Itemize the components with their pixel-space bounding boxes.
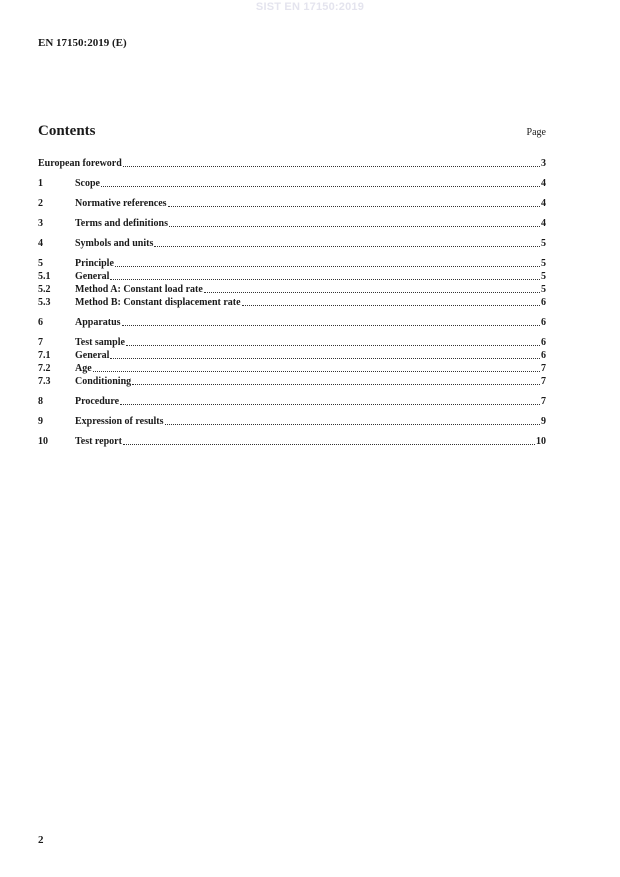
toc-entry-number: 4 — [38, 238, 43, 249]
toc-leader-dots — [165, 424, 540, 425]
toc-entry-page: 6 — [541, 337, 546, 348]
toc-entry[interactable] — [38, 395, 546, 408]
toc-leader-dots — [110, 279, 540, 280]
toc-entry[interactable] — [38, 157, 546, 170]
toc-entry-title: Method A: Constant load rate — [75, 284, 203, 295]
toc-entry-page: 4 — [541, 198, 546, 209]
toc-entry-title: Principle — [75, 258, 114, 269]
toc-entry-title: Scope — [75, 178, 100, 189]
toc-leader-dots — [132, 384, 540, 385]
toc-entry-page: 5 — [541, 271, 546, 282]
watermark-text: SIST EN 17150:2019 — [255, 1, 365, 13]
toc-entry[interactable] — [38, 296, 546, 309]
toc-entry[interactable] — [38, 375, 546, 388]
toc-entry-page: 9 — [541, 416, 546, 427]
toc-leader-dots — [204, 292, 540, 293]
toc-entry-title: Procedure — [75, 396, 120, 407]
toc-entry-page: 6 — [541, 297, 546, 308]
toc-leader-dots — [101, 186, 540, 187]
toc-entry-title: Test report — [75, 436, 122, 447]
toc-entry-number: 9 — [38, 416, 43, 427]
toc-entry-page: 5 — [541, 238, 546, 249]
toc-entry-page: 6 — [541, 350, 546, 361]
toc-entry-title: Expression of results — [75, 416, 164, 427]
toc-leader-dots — [126, 345, 540, 346]
toc-leader-dots — [110, 358, 540, 359]
toc-entry[interactable] — [38, 362, 546, 375]
table-of-contents — [38, 157, 546, 448]
toc-entry[interactable] — [38, 336, 546, 349]
page-number: 2 — [38, 834, 44, 846]
toc-entry-page: 7 — [541, 363, 546, 374]
toc-entry-title: General — [75, 271, 110, 282]
toc-entry-title: Method B: Constant displacement rate — [75, 297, 241, 308]
toc-leader-dots — [93, 371, 540, 372]
toc-leader-dots — [123, 166, 540, 167]
toc-entry-number: 7.3 — [38, 376, 51, 387]
toc-entry[interactable] — [38, 177, 546, 190]
toc-entry-number: 5.1 — [38, 271, 51, 282]
contents-heading: Contents — [38, 123, 96, 139]
toc-entry-page: 6 — [541, 317, 546, 328]
toc-entry-number: 5.3 — [38, 297, 51, 308]
toc-entry[interactable] — [38, 237, 546, 250]
toc-entry-page: 10 — [536, 436, 546, 447]
toc-entry-page: 3 — [541, 158, 546, 169]
toc-leader-dots — [242, 305, 540, 306]
toc-entry[interactable] — [38, 270, 546, 283]
toc-entry-number: 7 — [38, 337, 43, 348]
document-header: EN 17150:2019 (E) — [38, 37, 127, 49]
toc-entry-number: 2 — [38, 198, 43, 209]
page-column-label: Page — [526, 127, 546, 138]
toc-entry-number: 8 — [38, 396, 43, 407]
toc-entry-page: 4 — [541, 178, 546, 189]
toc-entry-title: Age — [75, 363, 92, 374]
toc-leader-dots — [120, 404, 540, 405]
toc-entry[interactable] — [38, 257, 546, 270]
toc-entry[interactable] — [38, 316, 546, 329]
toc-entry-title: Test sample — [75, 337, 125, 348]
toc-entry[interactable] — [38, 197, 546, 210]
toc-entry-title: Conditioning — [75, 376, 132, 387]
toc-entry-number: 7.2 — [38, 363, 51, 374]
toc-entry-number: 6 — [38, 317, 43, 328]
toc-leader-dots — [123, 444, 535, 445]
toc-entry-title: Apparatus — [75, 317, 121, 328]
toc-entry-number: 3 — [38, 218, 43, 229]
toc-entry-number: 5 — [38, 258, 43, 269]
toc-entry-title: Normative references — [75, 198, 167, 209]
toc-entry-page: 7 — [541, 396, 546, 407]
toc-leader-dots — [122, 325, 540, 326]
toc-leader-dots — [168, 206, 540, 207]
toc-entry-title: General — [75, 350, 110, 361]
toc-entry-title: Symbols and units — [75, 238, 154, 249]
toc-entry-number: 5.2 — [38, 284, 51, 295]
toc-entry-number: 10 — [38, 436, 48, 447]
toc-entry-page: 4 — [541, 218, 546, 229]
toc-leader-dots — [115, 266, 540, 267]
toc-entry-title: Terms and definitions — [75, 218, 168, 229]
toc-leader-dots — [169, 226, 540, 227]
toc-entry[interactable] — [38, 283, 546, 296]
toc-entry[interactable] — [38, 349, 546, 362]
toc-entry-page: 7 — [541, 376, 546, 387]
toc-leader-dots — [154, 246, 540, 247]
toc-entry-number: 7.1 — [38, 350, 51, 361]
toc-entry[interactable] — [38, 415, 546, 428]
toc-entry-number: 1 — [38, 178, 43, 189]
toc-entry-title: European foreword — [38, 158, 122, 169]
toc-entry-page: 5 — [541, 258, 546, 269]
toc-entry[interactable] — [38, 435, 546, 448]
toc-entry[interactable] — [38, 217, 546, 230]
toc-entry-page: 5 — [541, 284, 546, 295]
